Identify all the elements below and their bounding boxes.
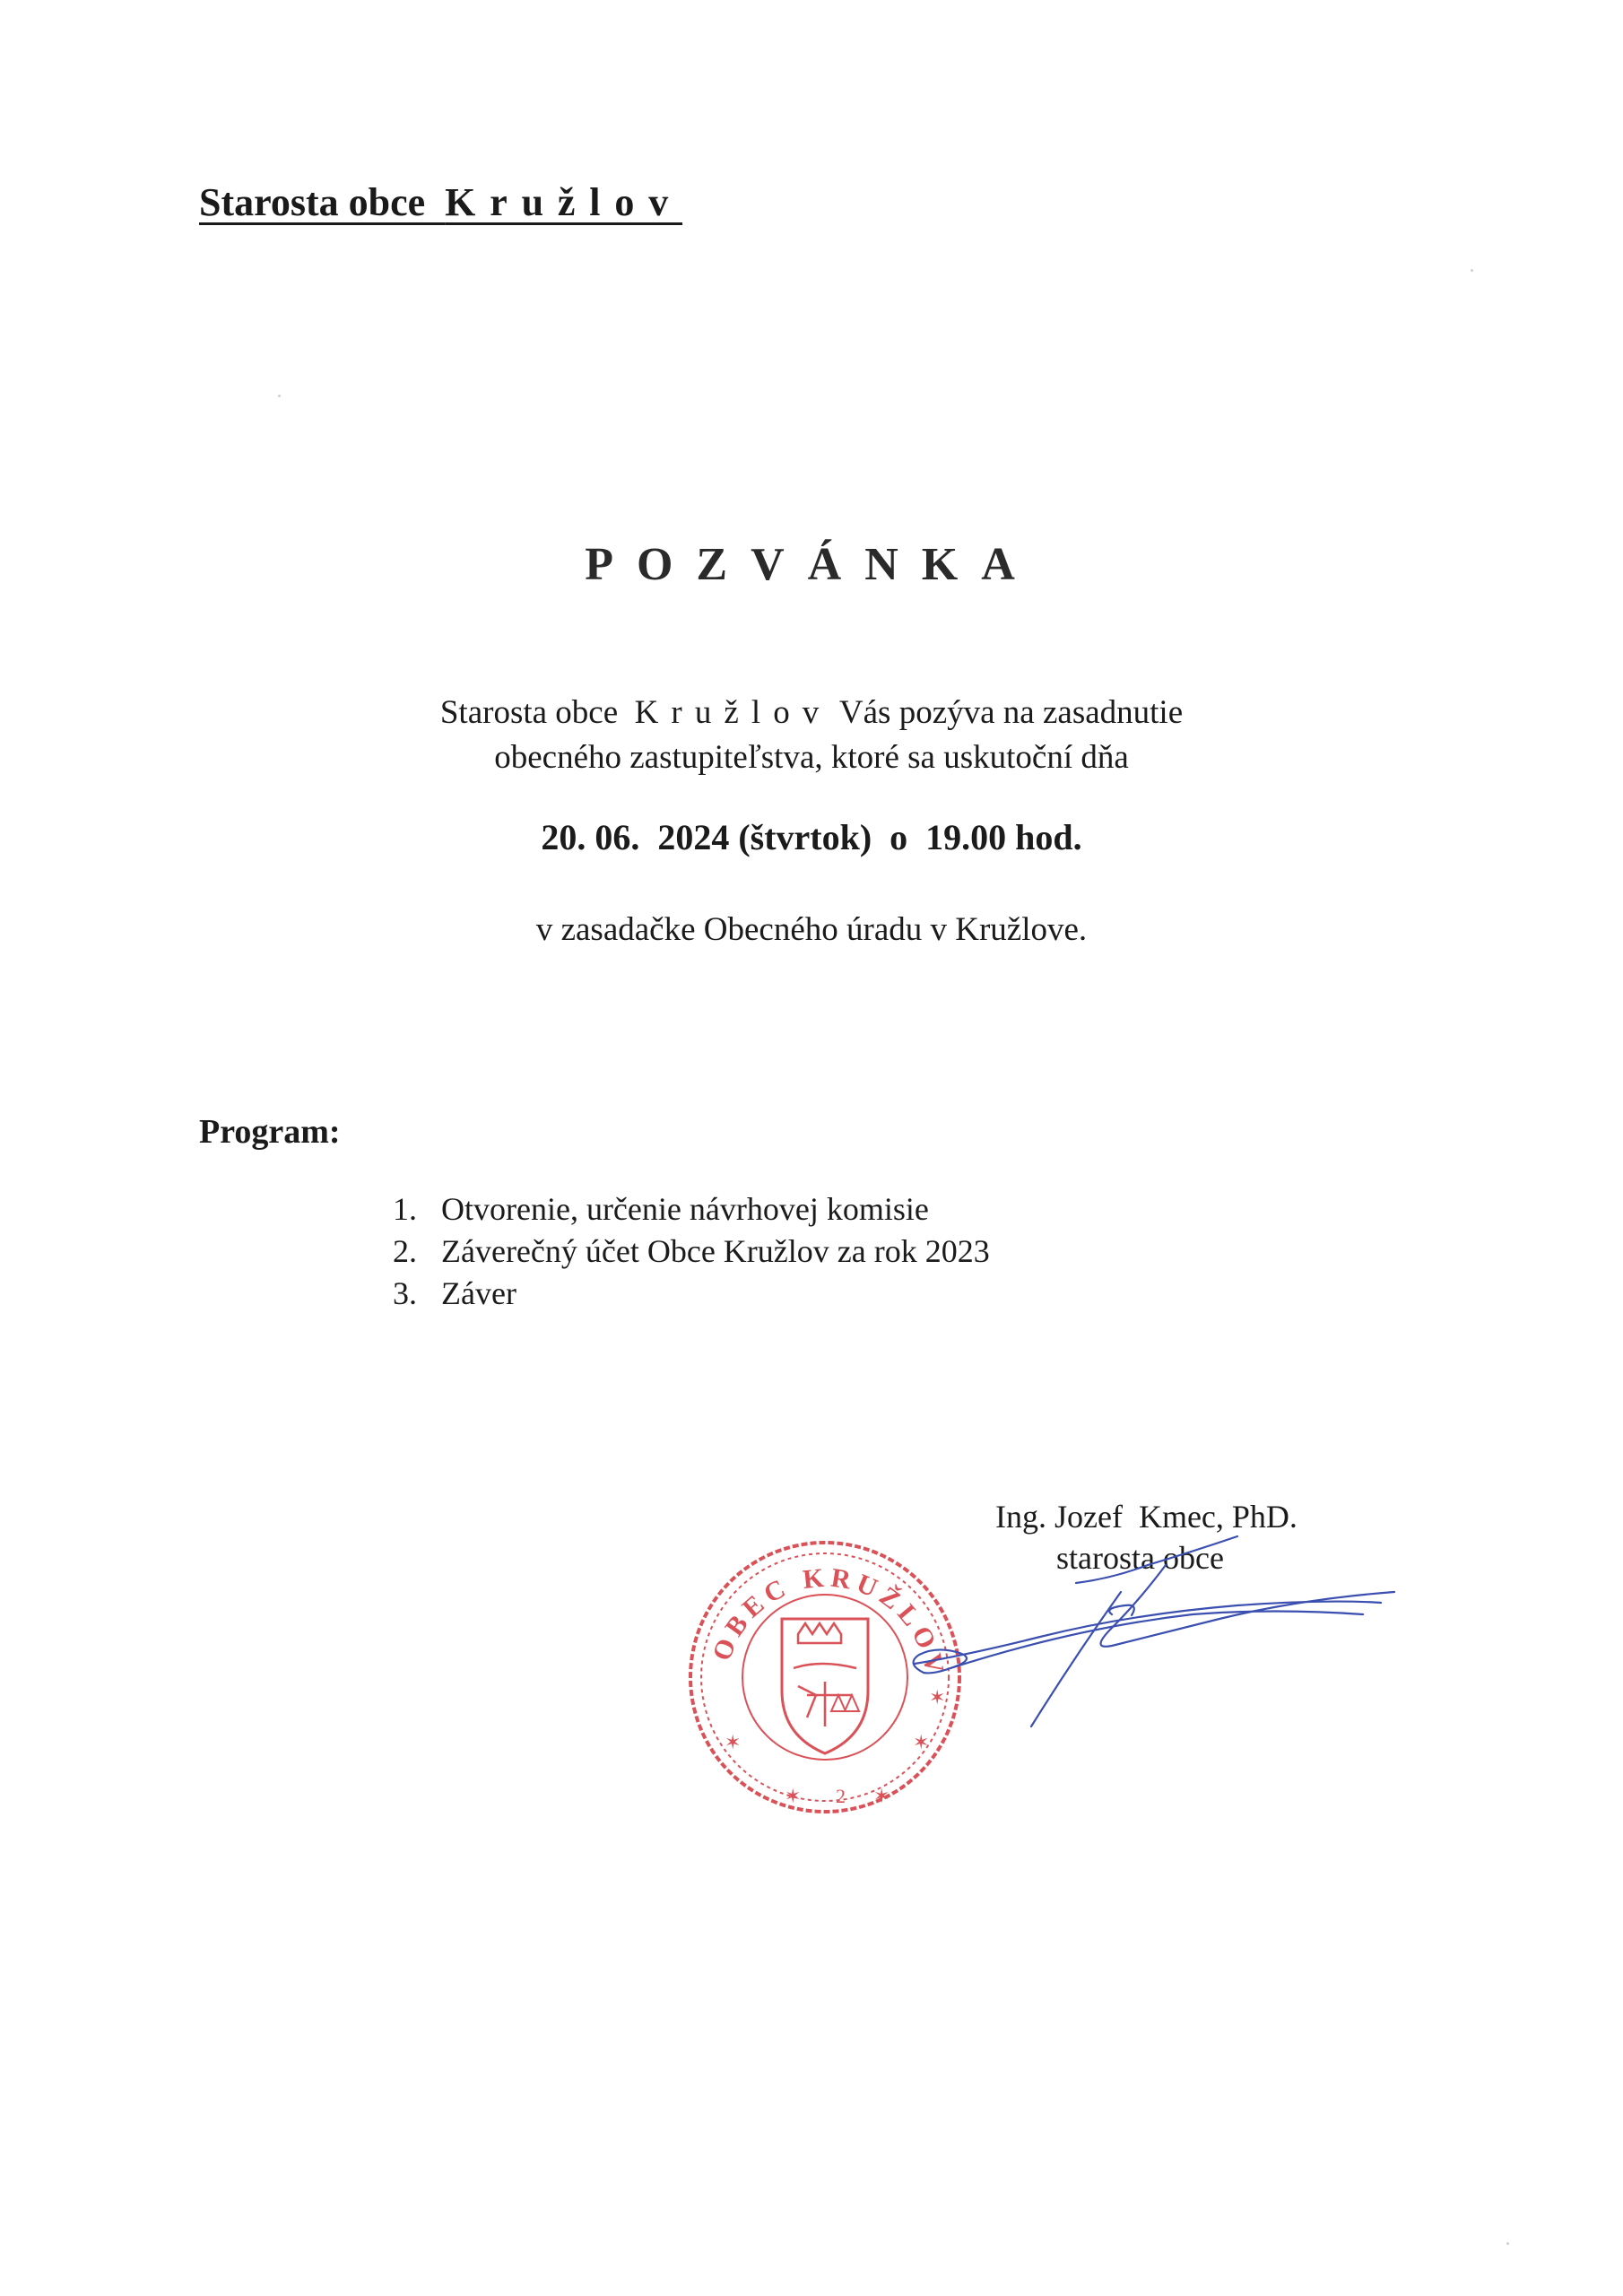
invitation-village-name: Kružlov xyxy=(634,694,832,731)
stamp-star: ✶ xyxy=(725,1731,742,1753)
program-item-text: Otvorenie, určenie návrhovej komisie xyxy=(441,1191,929,1227)
program-item-text: Záver xyxy=(441,1275,516,1311)
scan-speck xyxy=(1506,2242,1509,2245)
header-title xyxy=(199,179,682,225)
stamp-star: ✶ xyxy=(785,1785,802,1807)
signatory-role: starosta obce xyxy=(1056,1540,1224,1576)
document-title: POZVÁNKA xyxy=(585,539,1038,590)
header-village-name: Kružlov xyxy=(445,180,683,224)
stamp-star: ✶ xyxy=(913,1731,930,1753)
meeting-venue: v zasadačke Obecného úradu v Kružlove. xyxy=(535,911,1088,948)
stamp-text: OBEC KRUŽLOV xyxy=(707,1562,951,1682)
program-list xyxy=(393,1188,990,1315)
program-item-number: 3. xyxy=(393,1275,417,1311)
program-item-text: Záverečný účet Obce Kružlov za rok 2023 xyxy=(441,1233,990,1269)
stamp-star: ✶ xyxy=(873,1785,890,1807)
handwritten-signature xyxy=(897,1529,1399,1735)
program-item-number: 1. xyxy=(393,1191,417,1227)
invitation-line1-prefix: Starosta obce xyxy=(439,694,635,731)
stamp-star: ✶ xyxy=(929,1686,946,1709)
signatory-name: Ing. Jozef Kmec, PhD. xyxy=(995,1499,1298,1535)
program-item xyxy=(393,1231,990,1273)
header-prefix: Starosta obce xyxy=(199,180,446,224)
program-item xyxy=(393,1273,990,1315)
scan-speck xyxy=(278,395,281,397)
program-item-number: 2. xyxy=(393,1233,417,1269)
scan-speck xyxy=(1471,269,1473,272)
meeting-datetime: 20. 06. 2024 (štvrtok) o 19.00 hod. xyxy=(541,817,1082,857)
coat-of-arms-icon xyxy=(782,1619,868,1753)
program-heading: Program: xyxy=(199,1113,341,1151)
stamp-number: 2 xyxy=(836,1785,846,1807)
invitation-line2: obecného zastupiteľstva, ktoré sa uskutoční dňa xyxy=(494,739,1129,776)
invitation-text xyxy=(0,691,1623,780)
program-item xyxy=(393,1188,990,1231)
invitation-line1-suffix: Vás pozýva na zasadnutie xyxy=(831,694,1184,731)
